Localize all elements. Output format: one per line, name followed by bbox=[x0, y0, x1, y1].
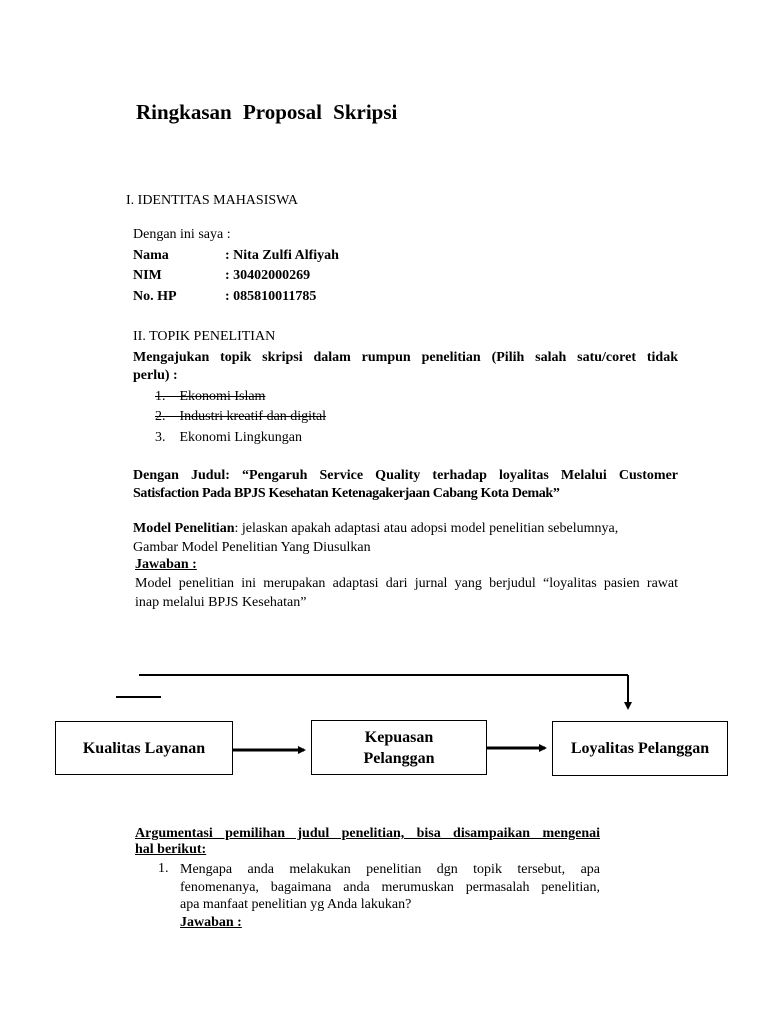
option-3-num: 3. bbox=[155, 430, 166, 445]
box2-label-line1: Kepuasan bbox=[364, 728, 434, 746]
option-2-num: 2. bbox=[155, 409, 166, 424]
argumentasi-heading-line2: hal berikut: bbox=[135, 842, 207, 857]
judul-line1: Dengan Judul: “Pengaruh Service Quality terhadap loyalitas Melalui Customer bbox=[133, 468, 678, 483]
model-label: Model Penelitian bbox=[133, 521, 235, 536]
jawaban-label-1: Jawaban : bbox=[135, 557, 197, 572]
section2-heading: II. TOPIK PENELITIAN bbox=[133, 329, 276, 344]
field-label-hp: No. HP bbox=[133, 289, 177, 304]
field-label-nama: Nama bbox=[133, 248, 169, 263]
argumentasi-item-num: 1. bbox=[158, 861, 169, 876]
box3-label: Loyalitas Pelanggan bbox=[570, 740, 710, 757]
box1-label: Kualitas Layanan bbox=[82, 739, 206, 757]
answer-line2: inap melalui BPJS Kesehatan” bbox=[135, 595, 307, 610]
page-title: Ringkasan Proposal Skripsi bbox=[136, 100, 398, 124]
box2-label-line2: Pelanggan bbox=[363, 749, 435, 767]
model-line2: Gambar Model Penelitian Yang Diusulkan bbox=[133, 540, 371, 555]
box-kepuasan-pelanggan bbox=[311, 720, 487, 775]
field-label-nim: NIM bbox=[133, 268, 162, 283]
judul-line2: Satisfaction Pada BPJS Kesehatan Ketenagakerjaan Cabang Kota Demak” bbox=[133, 486, 560, 501]
argumentasi-item-line2: fenomenanya, bagaimana anda merumuskan permasalah penelitian, bbox=[180, 880, 600, 895]
answer-line1: Model penelitian ini merupakan adaptasi dari jurnal yang berjudul “loyalitas pasien rawat bbox=[135, 576, 678, 591]
argumentasi-item-line1: Mengapa anda melakukan penelitian dgn topik tersebut, apa bbox=[180, 862, 600, 877]
box-kualitas-layanan bbox=[55, 721, 233, 775]
field-value-nama: : Nita Zulfi Alfiyah bbox=[225, 248, 339, 263]
section1-heading: I. IDENTITAS MAHASISWA bbox=[126, 193, 298, 208]
option-2-text: Industri kreatif dan digital bbox=[179, 409, 327, 424]
instruction-line1: Mengajukan topik skripsi dalam rumpun penelitian (Pilih salah satu/coret tidak bbox=[133, 350, 678, 365]
intro-text: Dengan ini saya : bbox=[133, 227, 231, 242]
argumentasi-item-line3: apa manfaat penelitian yg Anda lakukan? bbox=[180, 897, 412, 912]
model-desc: : jelaskan apakah adaptasi atau adopsi model penelitian sebelumnya, bbox=[234, 521, 619, 536]
option-1-num: 1. bbox=[155, 389, 166, 404]
box-loyalitas-pelanggan bbox=[552, 721, 728, 776]
field-value-nim: : 30402000269 bbox=[225, 268, 311, 283]
option-3-text: Ekonomi Lingkungan bbox=[179, 430, 302, 445]
field-value-hp: : 085810011785 bbox=[225, 289, 317, 304]
jawaban-label-2: Jawaban : bbox=[180, 915, 242, 930]
option-1-text: Ekonomi Islam bbox=[179, 389, 266, 404]
argumentasi-heading-line1: Argumentasi pemilihan judul penelitian, bisa disampaikan mengenai bbox=[135, 826, 600, 841]
instruction-line2: perlu) : bbox=[133, 368, 178, 383]
